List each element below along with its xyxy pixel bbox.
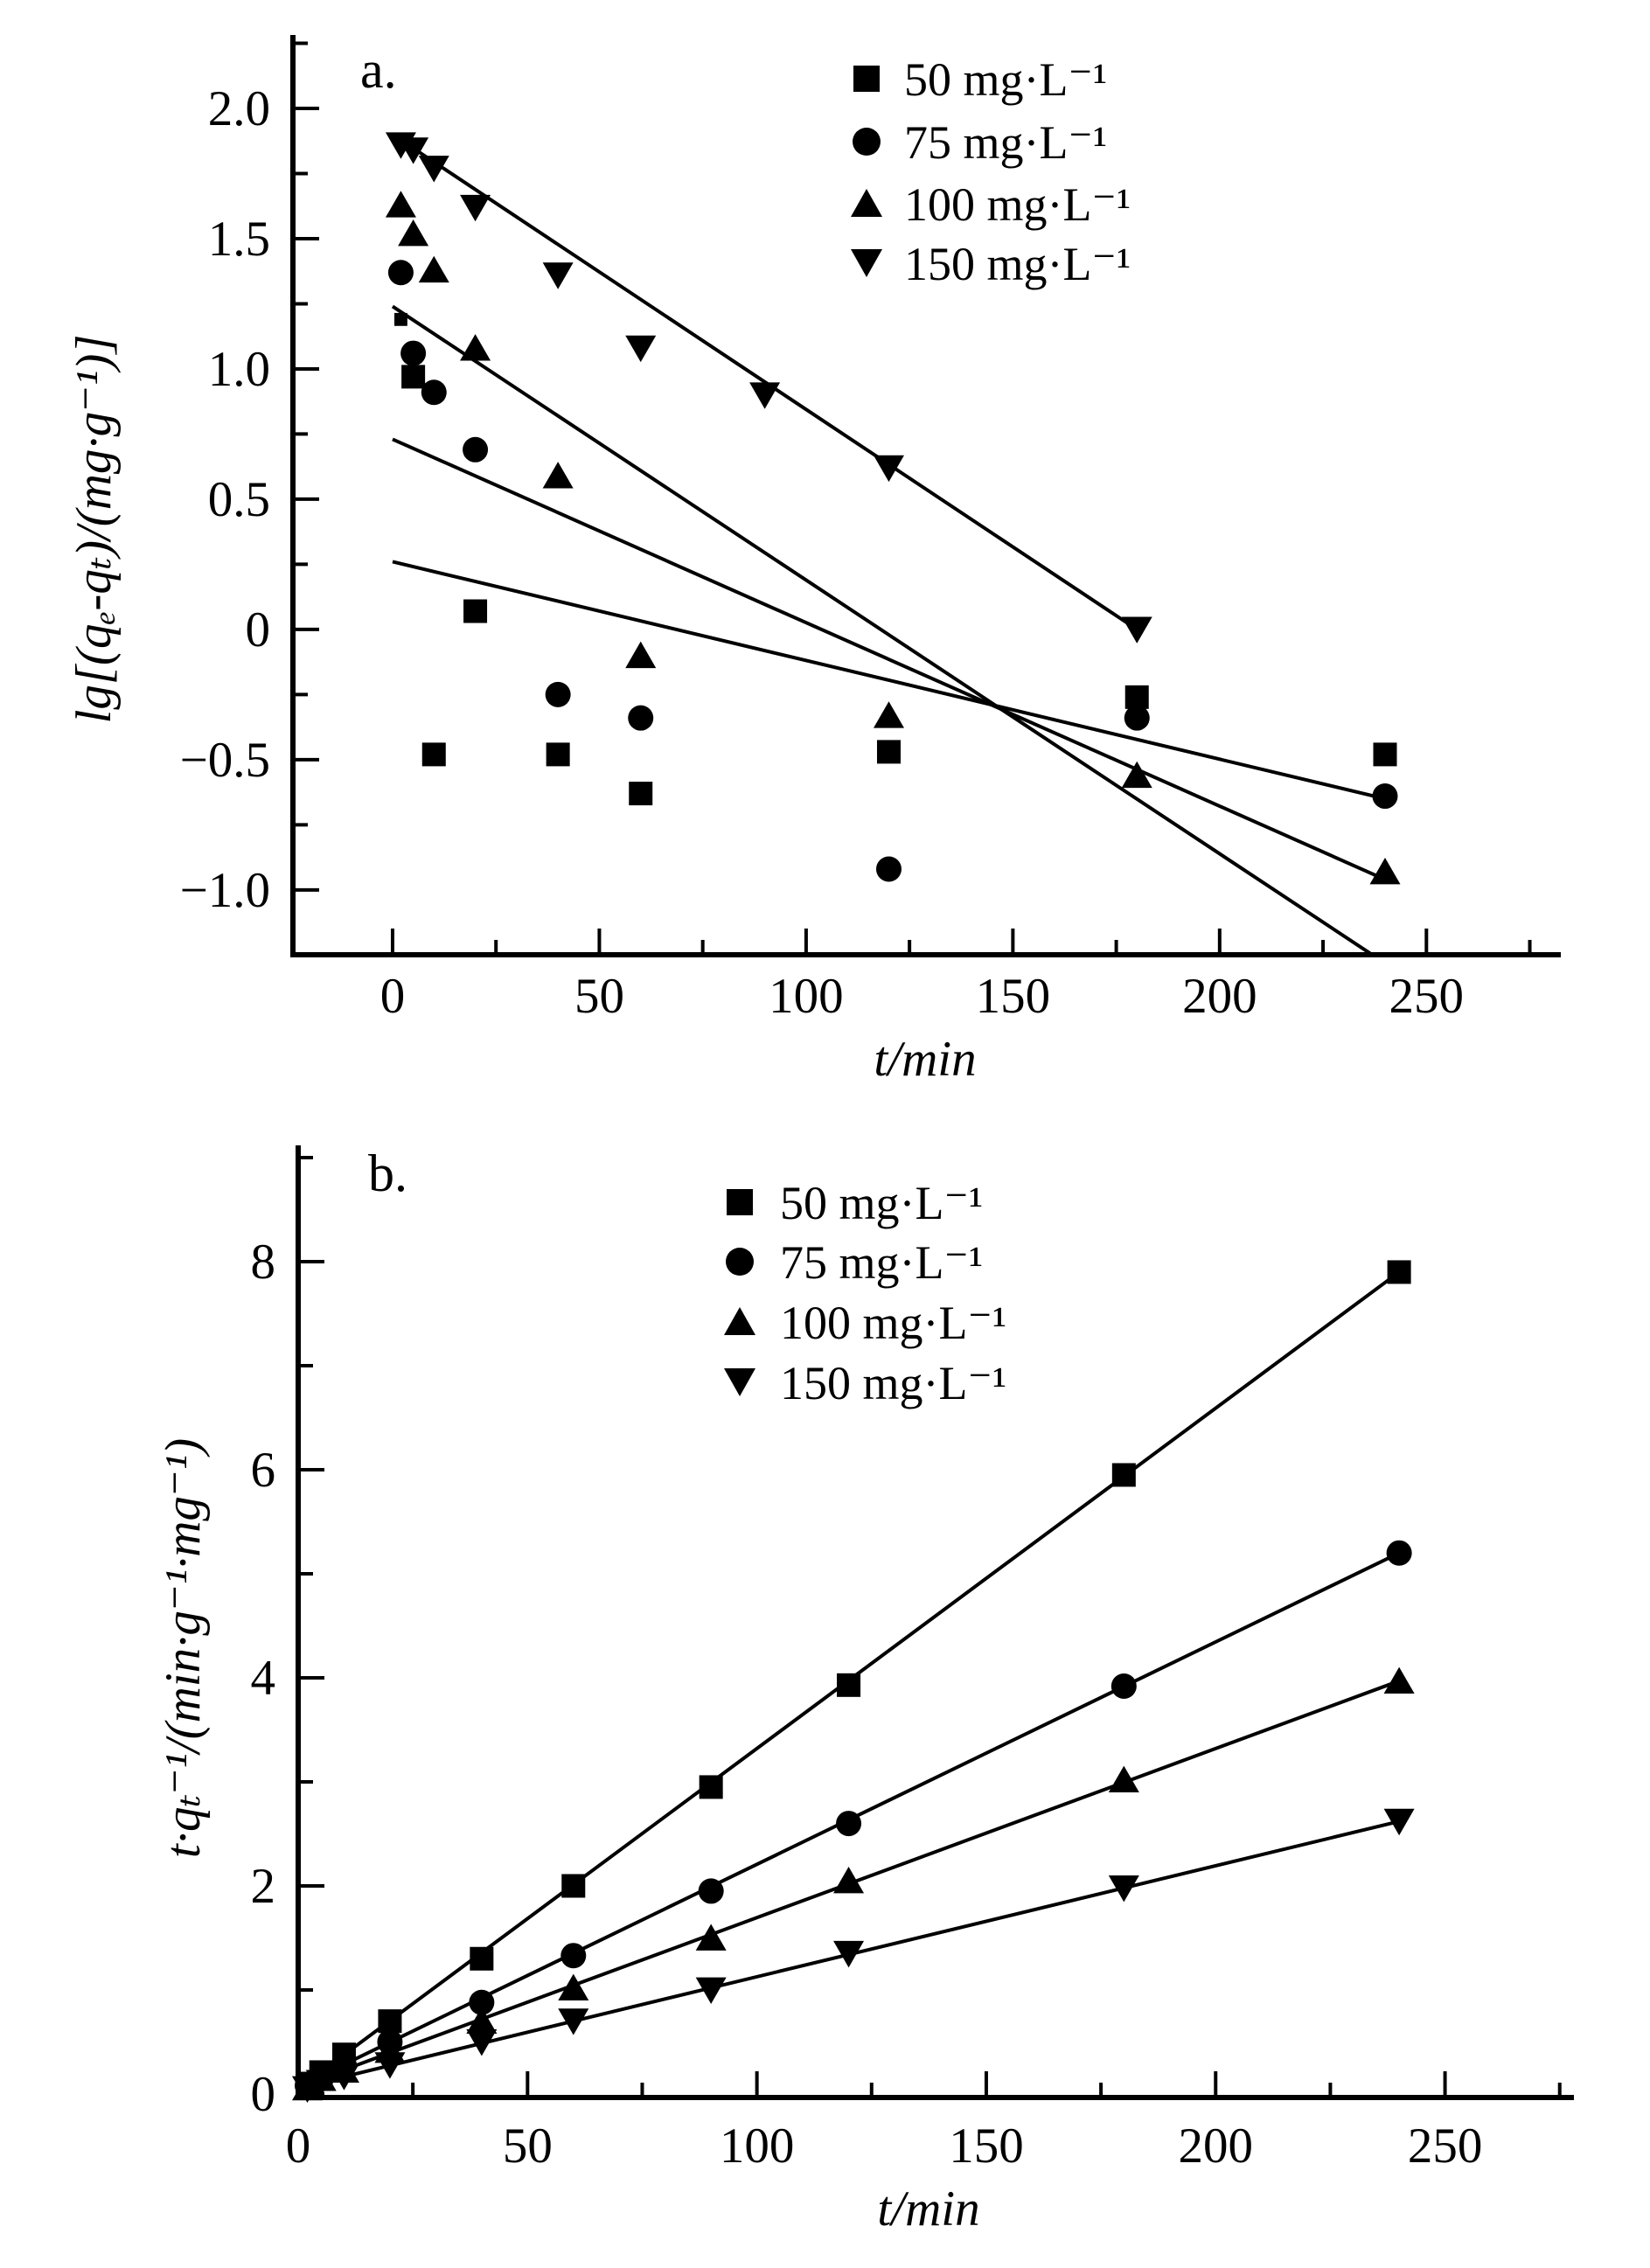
data-point-square — [470, 1947, 493, 1971]
data-point-triangle-up — [1384, 1667, 1415, 1694]
square-marker-icon — [727, 1189, 753, 1215]
data-point-square — [561, 1874, 585, 1897]
data-point-triangle-up — [419, 256, 449, 282]
data-point-triangle-down — [543, 262, 574, 289]
series-square — [393, 313, 1397, 805]
triangle-down-marker-icon — [851, 249, 882, 277]
x-tick-label: 50 — [502, 2118, 553, 2174]
data-point-triangle-up — [543, 462, 574, 488]
panel-a-y-axis-title: lg[(qₑ-qₜ)/(mg·g⁻¹)] — [66, 334, 122, 724]
y-tick-label: 2.0 — [207, 81, 270, 137]
triangle-up-marker-icon — [724, 1307, 755, 1335]
data-point-circle — [876, 856, 902, 881]
data-point-square — [547, 742, 570, 766]
data-point-circle — [1373, 783, 1398, 809]
panel-b-letter: b. — [368, 1144, 407, 1202]
axis-lines — [293, 35, 1561, 955]
panel-a-legend — [851, 53, 1131, 290]
legend-label: 50 mg·L⁻¹ — [780, 1177, 984, 1229]
y-tick-label: 0 — [250, 2066, 275, 2122]
legend-entry — [726, 1236, 983, 1289]
y-tick-label: −1.0 — [179, 862, 270, 918]
legend-entry — [851, 238, 1131, 290]
data-point-square — [877, 740, 901, 763]
data-point-triangle-down — [833, 1941, 864, 1967]
data-point-circle — [560, 1943, 586, 1968]
triangle-down-marker-icon — [724, 1368, 755, 1396]
data-point-circle — [463, 437, 488, 463]
legend-label: 50 mg·L⁻¹ — [904, 53, 1108, 106]
data-point-circle — [421, 379, 447, 405]
panel-b-y-axis-title: t·qₜ⁻¹/(min·g⁻¹·mg⁻¹) — [156, 1437, 211, 1859]
legend-entry — [853, 53, 1107, 106]
data-point-triangle-down — [460, 195, 491, 221]
fit-line — [393, 306, 1373, 955]
data-point-triangle-down — [374, 2052, 405, 2078]
data-point-triangle-up — [558, 1974, 588, 2000]
data-point-square — [1112, 1463, 1136, 1486]
data-point-triangle-down — [874, 456, 904, 482]
legend-label: 75 mg·L⁻¹ — [780, 1236, 984, 1289]
legend-entry — [853, 116, 1107, 169]
data-point-circle — [699, 1878, 724, 1903]
x-tick-label: 200 — [1182, 969, 1257, 1024]
x-tick-label: 50 — [574, 969, 624, 1024]
data-point-triangle-down — [1384, 1809, 1415, 1835]
panel-b-legend — [724, 1177, 1006, 1409]
data-point-triangle-down — [558, 2008, 588, 2035]
triangle-up-marker-icon — [851, 189, 882, 217]
y-tick-label: 4 — [250, 1650, 275, 1706]
x-tick-label: 0 — [285, 2118, 311, 2174]
square-marker-icon — [853, 66, 880, 92]
axes — [180, 35, 1561, 1024]
series-triangle-up — [292, 1667, 1415, 2101]
circle-marker-icon — [726, 1248, 754, 1276]
legend-label: 150 mg·L⁻¹ — [904, 238, 1131, 290]
data-point-square — [700, 1775, 723, 1798]
data-point-square — [1374, 742, 1397, 766]
data-point-triangle-up — [874, 701, 904, 727]
y-tick-label: 1.0 — [207, 341, 270, 397]
legend-entry — [724, 1297, 1006, 1349]
y-tick-label: 6 — [250, 1443, 275, 1499]
panel-b-x-axis-title: t/min — [877, 2181, 980, 2237]
x-tick-label: 200 — [1178, 2118, 1254, 2174]
data-point-triangle-down — [1122, 616, 1152, 643]
series-circle — [388, 260, 1398, 881]
y-tick-label: 8 — [250, 1235, 275, 1291]
data-point-triangle-down — [466, 2029, 497, 2056]
data-point-square — [629, 782, 652, 805]
legend-entry — [727, 1177, 983, 1229]
data-point-triangle-up — [1370, 858, 1401, 884]
circle-marker-icon — [853, 128, 881, 156]
y-tick-label: 0 — [245, 602, 270, 657]
data-point-circle — [400, 341, 426, 366]
data-point-square — [422, 742, 446, 766]
data-point-triangle-down — [625, 336, 656, 362]
legend-label: 100 mg·L⁻¹ — [780, 1297, 1007, 1349]
y-tick-label: 0.5 — [207, 471, 270, 527]
legend-label: 150 mg·L⁻¹ — [780, 1357, 1007, 1409]
panel-a-x-axis-title: t/min — [874, 1032, 977, 1087]
fit-line — [393, 439, 1385, 880]
x-tick-label: 100 — [769, 969, 844, 1024]
data-point-triangle-up — [625, 642, 656, 668]
series-triangle-down — [292, 1809, 1415, 2103]
data-point-square — [1388, 1260, 1411, 1284]
data-point-square — [837, 1673, 860, 1697]
x-tick-label: 250 — [1407, 2118, 1483, 2174]
data-point-square — [463, 600, 487, 623]
data-point-circle — [1124, 706, 1150, 731]
data-point-circle — [546, 682, 571, 707]
data-point-circle — [1111, 1673, 1137, 1699]
legend-label: 75 mg·L⁻¹ — [904, 116, 1108, 169]
panel-a-letter: a. — [360, 41, 397, 99]
y-tick-label: 1.5 — [207, 211, 270, 267]
data-point-triangle-up — [398, 219, 428, 246]
data-point-triangle-down — [749, 382, 780, 408]
y-tick-label: 2 — [250, 1858, 275, 1914]
data-point-triangle-up — [460, 334, 491, 360]
data-point-circle — [1387, 1541, 1412, 1566]
data-point-triangle-down — [1109, 1875, 1139, 1902]
x-tick-label: 0 — [379, 969, 406, 1024]
data-point-square — [401, 365, 425, 388]
series-triangle-up — [386, 191, 1401, 955]
data-point-circle — [836, 1811, 861, 1836]
legend-entry — [724, 1357, 1006, 1409]
panel-b — [156, 1144, 1574, 2237]
series-circle — [295, 1541, 1412, 2098]
legend-entry — [851, 178, 1131, 231]
x-tick-label: 150 — [975, 969, 1051, 1024]
x-tick-label: 150 — [949, 2118, 1024, 2174]
x-tick-label: 100 — [719, 2118, 795, 2174]
x-tick-label: 250 — [1389, 969, 1465, 1024]
data-point-triangle-up — [386, 191, 416, 217]
data-point-circle — [628, 706, 653, 731]
legend-label: 100 mg·L⁻¹ — [904, 178, 1131, 231]
y-tick-label: −0.5 — [179, 732, 270, 788]
data-point-circle — [388, 260, 414, 285]
panel-a — [66, 35, 1561, 1087]
